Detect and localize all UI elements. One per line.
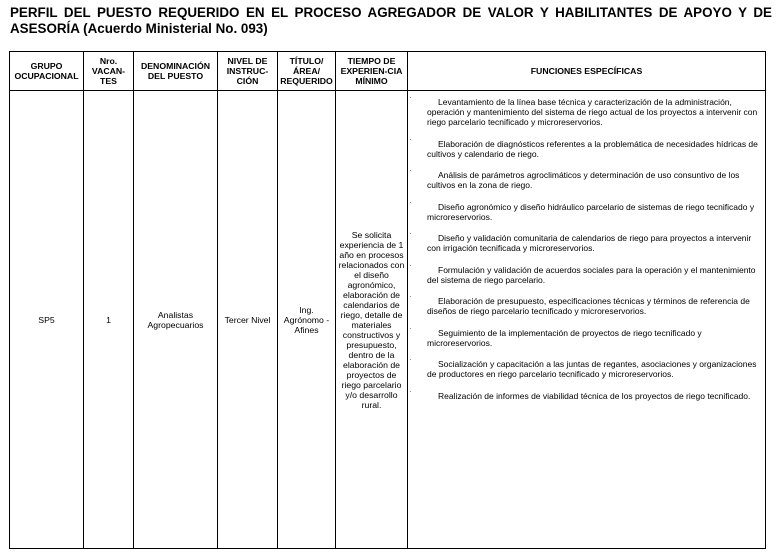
cell-grupo: SP5 [10, 91, 84, 549]
table-row [10, 91, 766, 549]
cell-denominacion [134, 91, 218, 549]
function-text: Análisis de parámetros agroclimáticos y determinación de uso consuntivo de los cultivos en la zona de riego. [427, 170, 740, 190]
function-item [409, 386, 761, 401]
function-item [409, 197, 761, 222]
cell-nivel: Tercer Nivel [218, 91, 278, 549]
function-text: Formulación y validación de acuerdos sociales para la operación y el mantenimiento del sistema de riego parcelario. [427, 264, 756, 285]
cut-off-text [10, 547, 770, 553]
bullet-icon: · [409, 229, 412, 238]
title-line-1: PERFIL DEL PUESTO REQUERIDO EN EL PROCESO AGREGADOR DE VALOR Y HABILITANTES DE APOYO Y DE [10, 5, 772, 20]
bullet-icon: · [409, 93, 412, 102]
function-item [409, 229, 761, 253]
function-text: Levantamiento de la línea base técnica y caracterización de la administración, operación y mantenimiento del sistema de riego actual de los proyectos a intervenir con riego parcelario tecnificado y microreservorios. [427, 97, 758, 127]
document-title [10, 5, 772, 36]
cell-tiempo [336, 91, 408, 549]
bullet-icon: · [409, 292, 412, 301]
cell-funciones [408, 91, 766, 549]
cell-titulo-text: Ing. Agrónomo - Afines [283, 304, 330, 335]
function-text: Realización de informes de viabilidad técnica de los proyectos de riego tecnificado. [438, 390, 751, 401]
bullet-icon: · [409, 323, 412, 333]
cell-tiempo-text: Se solicita experiencia de 1 año en procesos relacionados con el diseño agronómico, elaboración de calendarios de riego, detalle de materiales constructivos y presupuesto, dentro de la elaboración de proyectos de riego parcelario y/o desarrollo rural. [338, 229, 405, 410]
header-denominacion: DENOMINACIÓN DEL PUESTO [134, 52, 218, 91]
bullet-icon: · [409, 355, 412, 364]
function-item [409, 134, 761, 159]
function-item [409, 355, 761, 379]
cell-denominacion-text: Analistas Agropecuarios [147, 309, 204, 330]
title-line-2: ASESORÍA (Acuerdo Ministerial No. 093) [10, 20, 268, 36]
job-profile-table [9, 51, 766, 549]
function-item [409, 166, 761, 190]
header-tiempo: TIEMPO DE EXPERIEN-CIA MÍNIMO [336, 52, 408, 91]
function-text: Elaboración de presupuesto, especificaciones técnicas y términos de referencia de diseños de riego parcelario tecnificado y microreservorios. [427, 296, 750, 316]
cell-titulo [278, 91, 336, 549]
bullet-icon: · [409, 386, 412, 396]
function-item [409, 292, 761, 316]
header-vacantes: Nro. VACAN-TES [84, 52, 134, 91]
functions-list [409, 93, 761, 401]
function-text: Socialización y capacitación a las juntas de regantes, asociaciones y organizaciones de productores en riego parcelario tecnificado y microreservorios. [427, 359, 757, 379]
header-nivel: NIVEL DE INSTRUC-CIÓN [218, 52, 278, 91]
function-text: Diseño agronómico y diseño hidráulico parcelario de sistemas de riego tecnificado y microreservorios. [427, 201, 755, 222]
header-grupo: GRUPO OCUPACIONAL [10, 52, 84, 91]
function-item [409, 323, 761, 348]
function-text: Elaboración de diagnósticos referentes a la problemática de necesidades hídricas de cultivos y calendario de riego. [427, 138, 758, 159]
function-text: Diseño y validación comunitaria de calendarios de riego para proyectos a intervenir con irrigación tecnificada y microreservorios. [427, 233, 752, 253]
function-text: Seguimiento de la implementación de proyectos de riego tecnificado y microreservorios. [427, 327, 702, 348]
bullet-icon: · [409, 134, 412, 144]
function-item [409, 93, 761, 127]
bullet-icon: · [409, 166, 412, 175]
header-titulo: TÍTULO/ ÁREA/ REQUERIDO [278, 52, 336, 91]
bullet-icon: · [409, 260, 412, 270]
bullet-icon: · [409, 197, 412, 207]
cell-vacantes: 1 [84, 91, 134, 549]
table-header-row [10, 52, 766, 91]
function-item [409, 260, 761, 285]
header-funciones: FUNCIONES ESPECÍFICAS [408, 52, 766, 91]
